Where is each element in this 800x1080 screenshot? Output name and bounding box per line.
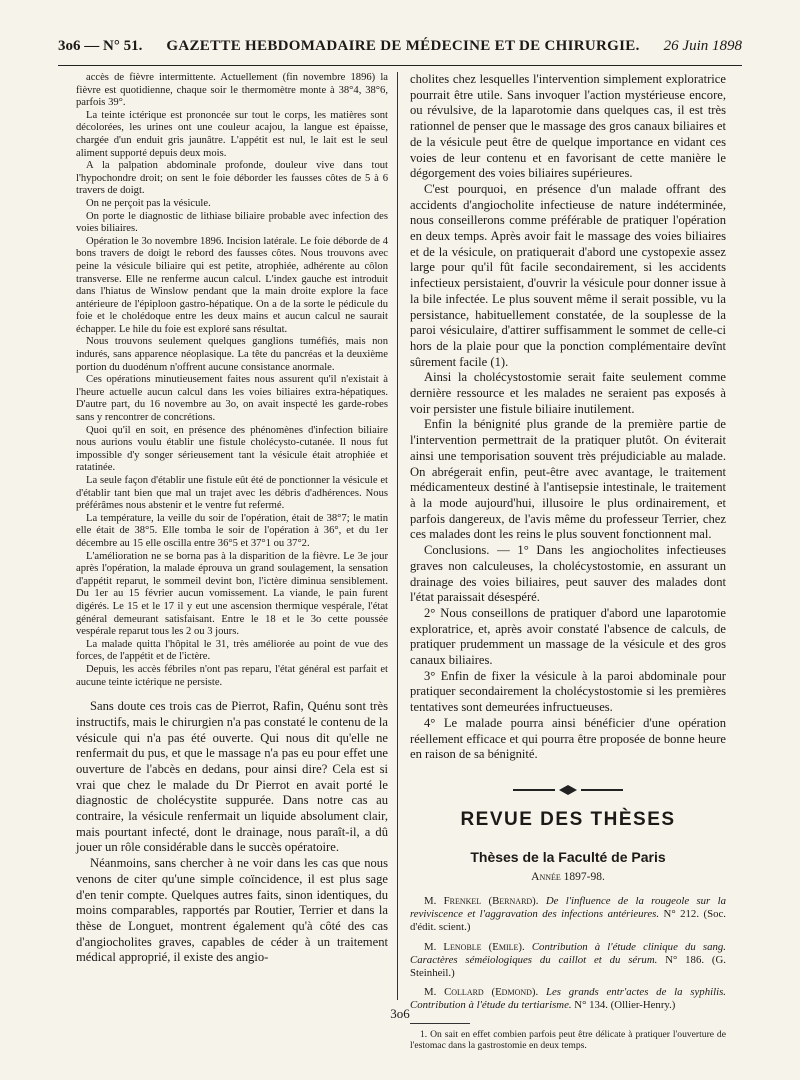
thesis-reference: N° 186. (G. Steinheil.) [410, 953, 726, 979]
paragraph: Ces opérations minutieusement faites nous assurent qu'il n'existait à l'heure actuelle aucun calcul dans les voies biliaires extra-hépatiques. D'autre part, du 16 novembre au 3o, on avait inspecté les garde-robes sans y rencontrer de concrétions. [76, 374, 388, 424]
paragraph: Enfin la bénignité plus grande de la première partie de l'intervention permettrait de la pratiquer plutôt. On éviterait ainsi une temporisation souvent très préjudiciable au malade. On abrégerait enfin, peut-être avec avantage, le traitement médicamenteux destiné à l'antisepsie intestinale, le traitement à la mode aujourd'hui, illusoire le plus ordinairement, et parfois dangereux, de l'avis même du professeur Terrier, chez ces malades dont les reins le plus souvent fonctionnent mal. [410, 417, 726, 542]
ornament-diamond [559, 785, 577, 795]
thesis-entry [410, 941, 726, 981]
paragraph: Quoi qu'il en soit, en présence des phénomènes d'infection biliaire nous aurions voulu établir une fistule cholécysto-cutanée. Il nous fut impossible d'y songer sérieusement tant la vésicule était atrophiée et ratatinée. [76, 424, 388, 474]
conclusions-paragraph: Conclusions. — 1° Dans les angiocholites infectieuses graves non calculeuses, la cholécystostomie, en assurant un drainage des voies biliaires, peut sauver des malades dont l'état paraissait désespéré. [410, 543, 726, 605]
thesis-title: Contribution à l'étude clinique du sang. Caractères séméiologiques du caillot et du sérum. [410, 940, 726, 966]
footnote: 1. On sait en effet combien parfois peut être délicate à pratiquer l'ouverture de l'estomac dans la gastrostomie en deux temps. [410, 1028, 726, 1052]
case-report-text [76, 72, 388, 689]
thesis-author: M. Collard (Edmond). [424, 986, 539, 999]
section-title: REVUE DES THÈSES [460, 808, 676, 830]
paragraph: Opération le 3o novembre 1896. Incision latérale. Le foie déborde de 4 bons travers de doigt le rebord des fausses côtes. Nous trouvons avec peine la vésicule biliaire qui est petite, atrophiée, adhérente au côlon transverse. Elle ne renferme aucun calcul. L'index gauche est introduit dans l'hiatus de Winslow pendant que la main droite explore la face antérieure de l'épiploon gastro-hépatique. On a de la sorte le pédicule du foie et le cholédoque entre les deux mains et aucun calcul ne saurait échapper. Le hile du foie est exploré sans résultat. [76, 235, 388, 335]
subsection-title: Thèses de la Faculté de Paris [470, 848, 666, 865]
section-ornament [513, 785, 623, 795]
paragraph: cholites chez lesquelles l'intervention simplement exploratrice pourrait être utile. Sans invoquer l'action mystérieuse encore, ou révulsive, de la laparotomie dans quelques cas, il est très rationnel de penser que le massage des gros canaux biliaires et de la vésicule peut être de quelque importance en vidant ces voies de leur contenu et en favorisant de cette manière le dégorgement des voies biliaires supérieures. [410, 72, 726, 181]
paragraph: On porte le diagnostic de lithiase biliaire probable avec infection des voies biliaires. [76, 210, 388, 235]
journal-title: GAZETTE HEBDOMADAIRE DE MÉDECINE ET DE CHIRURGIE. [166, 38, 640, 54]
thesis-reference: N° 134. (Ollier-Henry.) [574, 999, 676, 1012]
running-header [58, 38, 742, 66]
column-divider [397, 72, 398, 1000]
paragraph: accès de fièvre intermittente. Actuellement (fin novembre 1896) la fièvre est quotidienne, chaque soir le thermomètre monte à 38°4, 38°6, parfois 39°. [76, 72, 388, 109]
thesis-author: M. Frenkel (Bernard). [424, 894, 539, 907]
paragraph: La température, la veille du soir de l'opération, était de 38°7; le matin elle était de 38°5. Elle tomba le soir de l'opération à 36°, et du 1er décembre au 15 elle oscilla entre 36°5 et 37°1 ou 37°2. [76, 512, 388, 549]
paragraph: On ne perçoit pas la vésicule. [86, 197, 211, 209]
ornament-bar-left [513, 789, 555, 791]
paragraph: A la palpation abdominale profonde, douleur vive dans tout l'hypochondre droit; on sent le foie déborder les fausses côtes de 5 à 6 travers de doigt. [76, 160, 388, 197]
paragraph: La seule façon d'établir une fistule eût été de ponctionner la vésicule et d'établir tant bien que mal un trajet avec les débris d'adhérences. Nous préférâmes nous abstenir et le ventre fut refermé. [76, 475, 388, 512]
paragraph: C'est pourquoi, en présence d'un malade offrant des accidents d'angiocholite infectieuse de nature indéterminée, nous conseillerons comme préférable de pratiquer l'opération en deux temps. Après avoir fait le massage des voies biliaires et de la vésicule, on pratiquerait d'abord une cystopexie assez large pour qu'il fût facile secondairement, si les accidents infectieux persistaient, d'ouvrir la vésicule pour donner issue à la bile infectée. Le plus souvent même il serait possible, vu la persistance, habituellement constatée, de la souplesse de la paroi vésiculaire, d'attirer suffisamment le sommet de celle-ci hors de la plaie pour que la ponction complémentaire devînt sûrement facile (1). [410, 181, 726, 369]
discussion-text [76, 699, 388, 966]
academic-year: Année 1897-98. [531, 870, 605, 883]
paragraph: La teinte ictérique est prononcée sur tout le corps, les matières sont décolorées, les urines ont une couleur acajou, la langue est épaisse, chargée d'un enduit gris jaunâtre. L'appétit est nul, le lait est le seul aliment supporté depuis deux mois. [76, 109, 388, 159]
paragraph: Depuis, les accès fébriles n'ont pas reparu, l'état général est parfait et aucune teinte ictérique ne persiste. [76, 663, 388, 688]
thesis-title: Les grands entr'actes de la syphilis. Contribution à l'étude du tertiarisme. [410, 986, 726, 1012]
paragraph: 2° Nous conseillons de pratiquer d'abord une laparotomie exploratrice, et, après avoir constaté l'absence de calculs, de pratiquer prudemment un massage de la vésicule et des gros canaux biliaires. [410, 605, 726, 668]
paragraph: 4° Le malade pourra ainsi bénéficier d'une opération réellement efficace et qui pourra être proposée de bonne heure en raison de sa bénignité. [410, 715, 726, 762]
paragraph: La malade quitta l'hôpital le 31, très améliorée au point de vue des forces, de l'appétit et de l'ictère. [76, 638, 388, 663]
footnote-rule [410, 1023, 470, 1024]
paragraph: 3° Enfin de fixer la vésicule à la paroi abdominale pour pratiquer secondairement la cholécystostomie si les premières tentatives sont demeurées infructueuses. [410, 668, 726, 715]
left-column [76, 72, 388, 966]
discussion-continued [410, 72, 726, 763]
issue-date: 26 Juin 1898 [663, 38, 742, 54]
paragraph: Nous trouvons seulement quelques ganglions tuméfiés, mais non indurés, sans apparence néoplasique. La tête du pancréas et la deuxième portion du duodénum n'offrent aucune consistance anormale. [76, 336, 388, 373]
thesis-author: M. Lenoble (Emile). [424, 940, 525, 953]
paragraph: Sans doute ces trois cas de Pierrot, Rafin, Quénu sont très instructifs, mais le chirurgien n'a pas constaté le contenu de la vésicule qui n'a pas été ouverte. Qui nous dit qu'elle ne renfermait du pus, et que le massage n'a pas eu pour effet une ouverture de l'abcès en dedans, pour ainsi dire? Cela est si vrai que chez le malade du Dr Pierrot en avait porté le diagnostic de cholécystite suppurée. Dans notre cas au contraire, la vésicule renfermait un liquide absolument clair, mais pourtant infecté, dont le drainage, nous paraît-il, a dû jouer un rôle considérable dans le succès opératoire. [76, 699, 388, 855]
ornament-bar-right [581, 789, 623, 791]
thesis-title: De l'influence de la rougeole sur la reviviscence et l'aggravation des infections antérieures. [410, 894, 726, 921]
paragraph: Ainsi la cholécystostomie serait faite seulement comme dernière ressource et les malades ne seraient pas exposés à voir persister une fistule biliaire inutilement. [410, 370, 726, 416]
page-number: 3o6 [390, 1006, 410, 1021]
right-column [410, 72, 726, 1052]
thesis-entry [410, 895, 726, 935]
paragraph: L'amélioration ne se borna pas à la disparition de la fièvre. Le 3e jour après l'opération, la malade éprouva un grand soulagement, la sensation d'appétit reparut, le sommeil devint bon, l'ictère diminua sensiblement. Du 1er au 15 février aucun vomissement. La viande, le pain furent digérés. Le 15 et le 17 il y eut une ascension thermique vespérale, l'état général demeurant satisfaisant. Entre le 18 et le 3o cette poussée vespérale reparut tous les 2 ou 3 jours. [76, 550, 388, 638]
page-and-issue-number: 3o6 — N° 51. [58, 38, 143, 54]
paragraph: Néanmoins, sans chercher à ne voir dans les cas que nous venons de citer qu'une simple coïncidence, il est plus sage d'en tenir compte. Quelques autres faits, sinon identiques, du moins comparables, rapportés par Routier, Terrier et dans la thèse de Longuet, montrent également qu'à côté des cas d'angiocholites graves, capables de céder à un traitement médical approprié, il existe des angio- [76, 856, 388, 965]
thesis-reference: N° 212. (Soc. d'édit. scient.) [410, 908, 726, 934]
